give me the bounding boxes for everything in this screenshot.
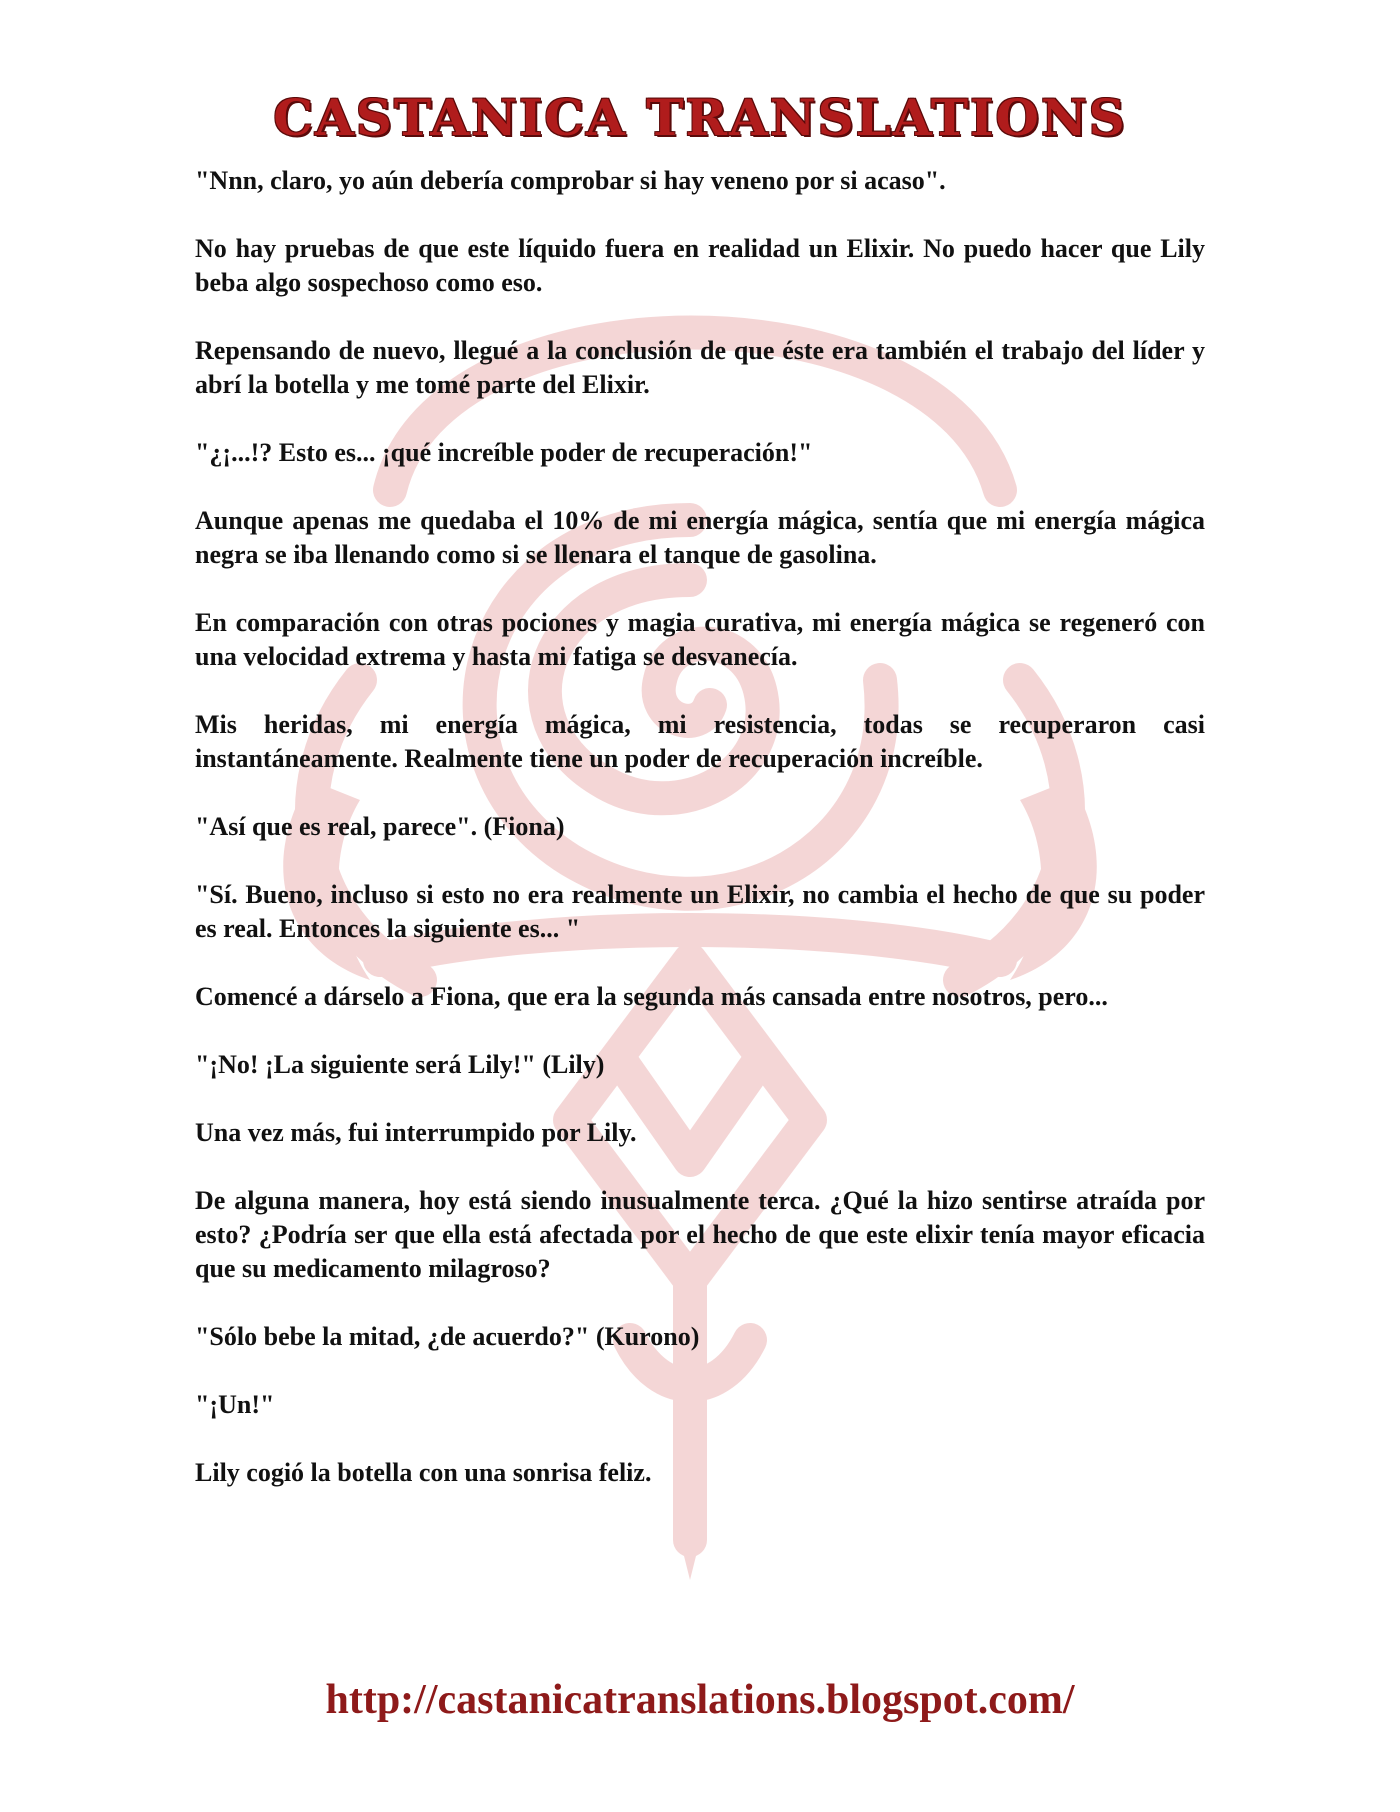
paragraph: "Así que es real, parece". (Fiona) (195, 812, 565, 841)
paragraph: "¿¡...!? Esto es... ¡qué increíble poder de recuperación!" (195, 438, 813, 467)
paragraph: "Sólo bebe la mitad, ¿de acuerdo?" (Kurono) (195, 1322, 700, 1351)
paragraph: "Nnn, claro, yo aún debería comprobar si hay veneno por si acaso". (195, 166, 946, 195)
page-header: CASTANICA TRANSLATIONS (273, 88, 1127, 147)
paragraph: En comparación con otras pociones y magia curativa, mi energía mágica se regeneró con una velocidad extrema y hasta mi fatiga se desvanecía. (195, 608, 1205, 671)
paragraph: "Sí. Bueno, incluso si esto no era realmente un Elixir, no cambia el hecho de que su poder es real. Entonces la siguiente es... " (195, 880, 1205, 943)
document-body (195, 164, 1205, 1524)
paragraph: Lily cogió la botella con una sonrisa feliz. (195, 1458, 652, 1487)
paragraph: "¡No! ¡La siguiente será Lily!" (Lily) (195, 1050, 605, 1079)
paragraph: Una vez más, fui interrumpido por Lily. (195, 1118, 637, 1147)
paragraph: "¡Un!" (195, 1390, 275, 1419)
paragraph: Comencé a dárselo a Fiona, que era la segunda más cansada entre nosotros, pero... (195, 982, 1108, 1011)
paragraph: Aunque apenas me quedaba el 10% de mi energía mágica, sentía que mi energía mágica negra se iba llenando como si se llenara el tanque de gasolina. (195, 506, 1205, 569)
paragraph: De alguna manera, hoy está siendo inusualmente terca. ¿Qué la hizo sentirse atraída por esto? ¿Podría ser que ella está afectada por el hecho de que este elixir tenía mayor eficacia que su medicamento milagroso? (195, 1186, 1205, 1283)
paragraph: Mis heridas, mi energía mágica, mi resistencia, todas se recuperaron casi instantáneamente. Realmente tiene un poder de recuperación increíble. (195, 710, 1205, 773)
paragraph: Repensando de nuevo, llegué a la conclusión de que éste era también el trabajo del líder y abrí la botella y me tomé parte del Elixir. (195, 336, 1205, 399)
paragraph: No hay pruebas de que este líquido fuera en realidad un Elixir. No puedo hacer que Lily beba algo sospechoso como eso. (195, 234, 1205, 297)
footer-url-link[interactable]: http://castanicatranslations.blogspot.com/ (325, 1677, 1075, 1723)
